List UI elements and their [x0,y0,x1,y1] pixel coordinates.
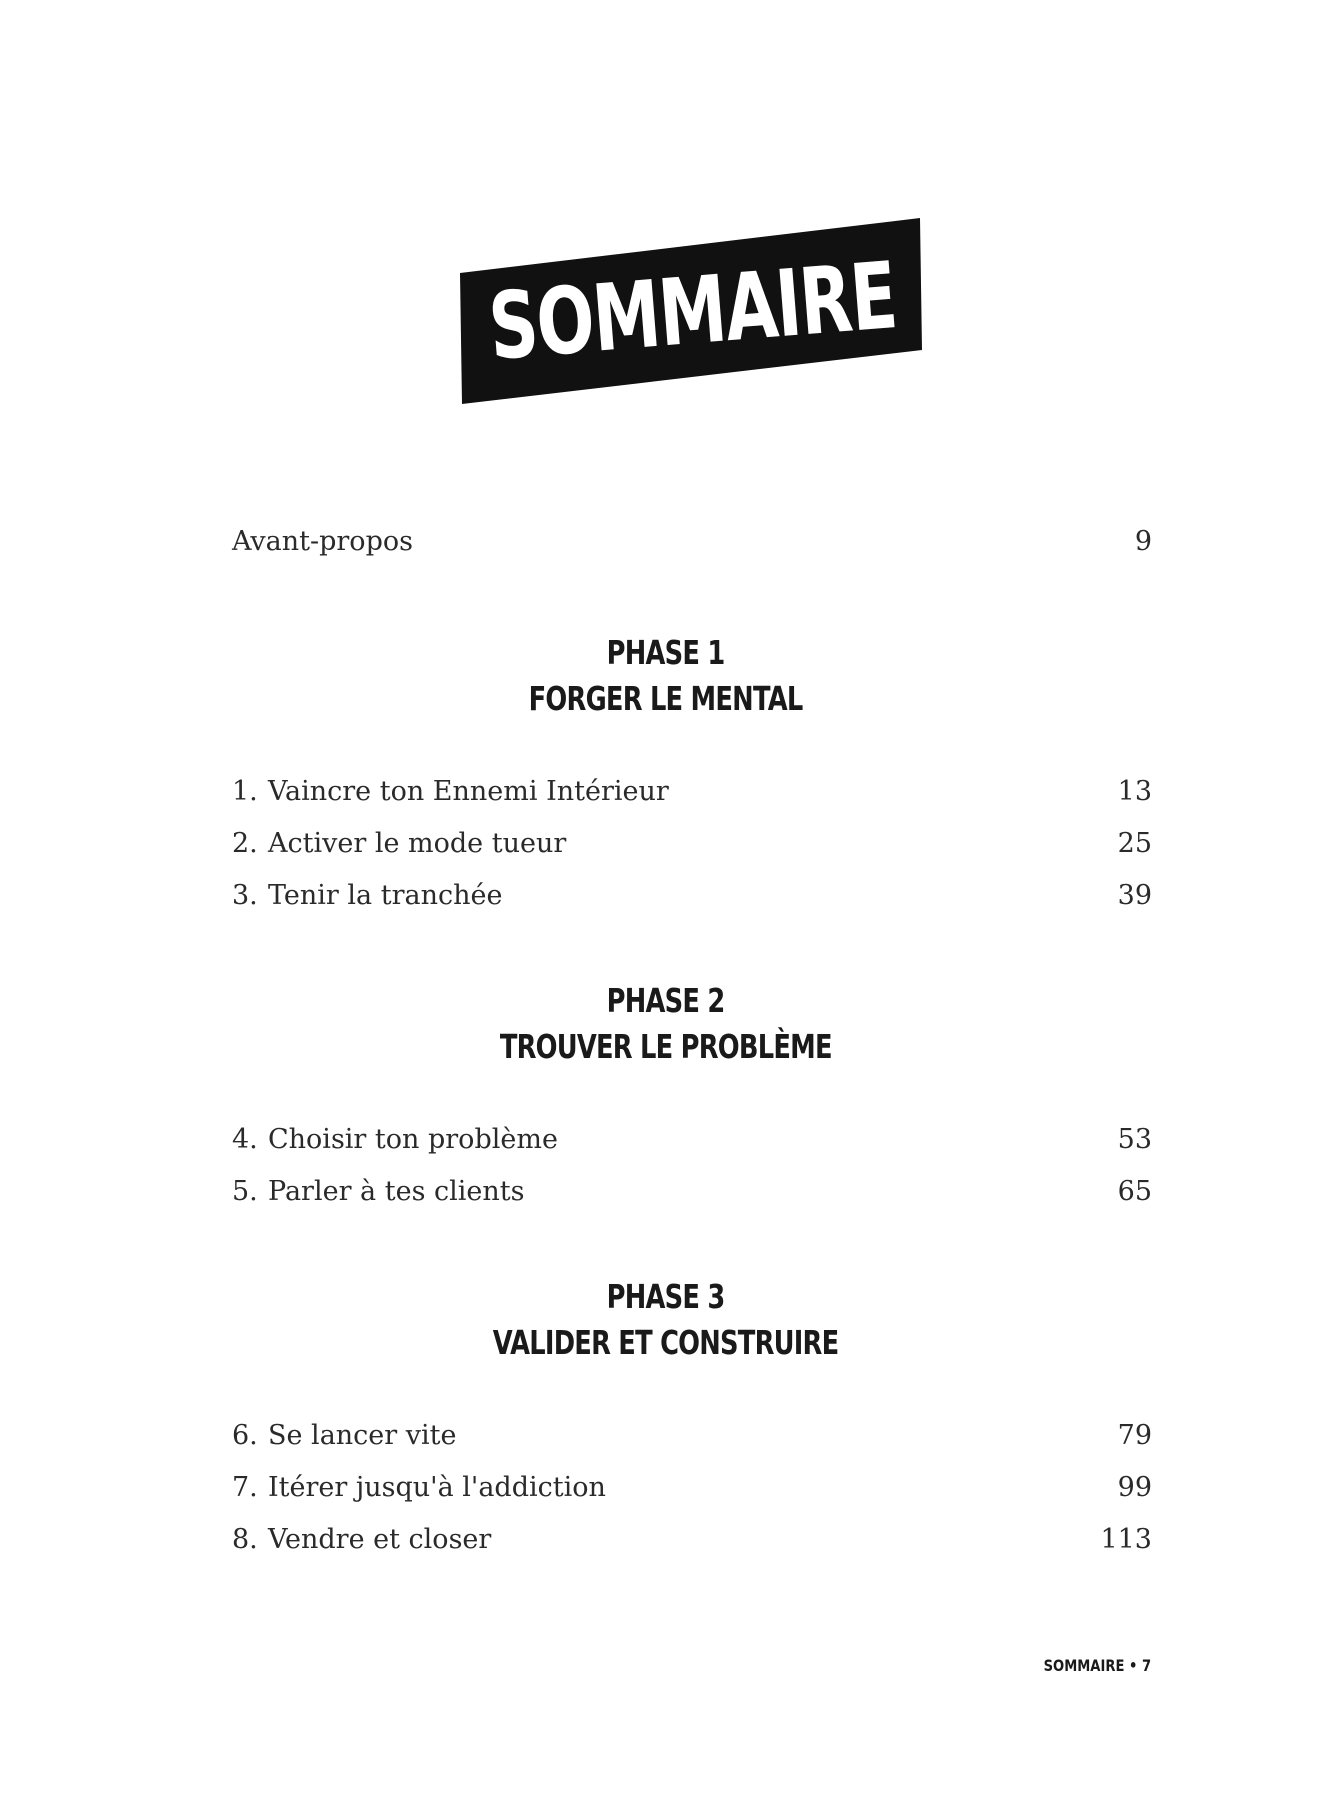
chapter-title: Se lancer vite [268,1420,457,1451]
page-footer [1020,1656,1151,1675]
toc-label [232,1472,606,1503]
toc-label [232,880,502,911]
toc-row-chapter-5[interactable] [232,1176,1152,1216]
chapter-number: 6. [232,1420,258,1451]
chapter-number: 1. [232,776,258,807]
chapter-number: 5. [232,1176,258,1207]
chapter-number: 8. [232,1524,258,1555]
toc-page-number: 79 [1117,1420,1152,1451]
toc-row-chapter-7[interactable] [232,1472,1152,1512]
footer-separator: • [1128,1656,1138,1675]
phase-heading-1 [0,630,1331,722]
toc-label [232,1420,457,1451]
toc-row-chapter-6[interactable] [232,1420,1152,1460]
phase-heading-3 [0,1274,1331,1366]
phase-title: FORGER LE MENTAL [528,679,803,718]
toc-label: Avant-propos [232,526,413,557]
toc-row-chapter-8[interactable] [232,1524,1152,1564]
phase-label: PHASE 2 [606,981,725,1020]
toc-row-chapter-1[interactable] [232,776,1152,816]
toc-page-number: 13 [1117,776,1152,807]
chapter-title: Choisir ton problème [268,1124,558,1155]
chapter-title: Parler à tes clients [268,1176,525,1207]
phase-title: TROUVER LE PROBLÈME [499,1027,832,1066]
footer-page-number: 7 [1141,1656,1151,1675]
chapter-number: 4. [232,1124,258,1155]
toc-page-number: 99 [1117,1472,1152,1503]
toc-page-number: 53 [1117,1124,1152,1155]
toc-page-number: 9 [1134,526,1152,557]
toc-page-number: 113 [1100,1524,1152,1555]
phase-label: PHASE 1 [606,633,725,672]
toc-label [232,776,669,807]
toc-label [232,1524,491,1555]
chapter-title: Tenir la tranchée [268,880,503,911]
toc-page-number: 65 [1117,1176,1152,1207]
phase-heading-2 [0,978,1331,1070]
toc-label [232,1176,524,1207]
toc-label [232,828,566,859]
toc-row-chapter-2[interactable] [232,828,1152,868]
footer-section: SOMMAIRE [1043,1656,1125,1675]
toc-label [232,1124,558,1155]
chapter-number: 3. [232,880,258,911]
chapter-title: Itérer jusqu'à l'addiction [268,1472,606,1503]
toc-row-avant-propos[interactable] [232,526,1152,566]
chapter-title: Vendre et closer [268,1524,492,1555]
chapter-number: 7. [232,1472,258,1503]
phase-title: VALIDER ET CONSTRUIRE [492,1323,839,1362]
phase-label: PHASE 3 [606,1277,725,1316]
title-banner [460,218,924,404]
page-title: SOMMAIRE [484,241,900,381]
toc-row-chapter-3[interactable] [232,880,1152,920]
chapter-title: Activer le mode tueur [268,828,567,859]
toc-page-number: 25 [1117,828,1152,859]
toc-page-number: 39 [1117,880,1152,911]
toc-row-chapter-4[interactable] [232,1124,1152,1164]
chapter-number: 2. [232,828,258,859]
chapter-title: Vaincre ton Ennemi Intérieur [268,776,669,807]
